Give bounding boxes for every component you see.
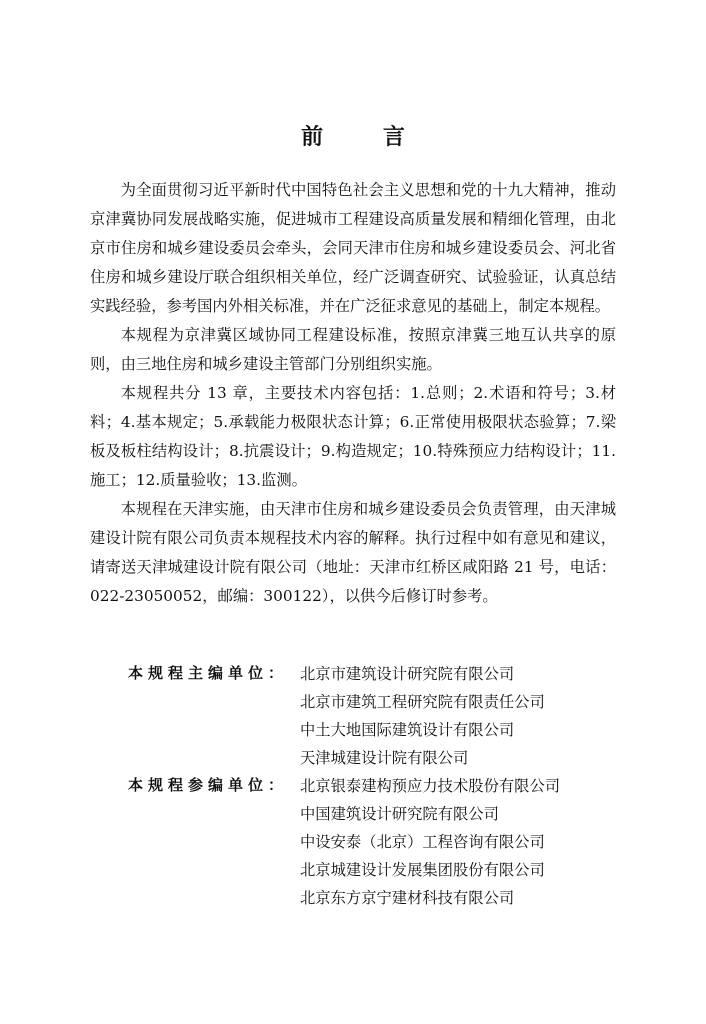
participating-unit-item: 北京城建设计发展集团股份有限公司 [300,861,545,879]
chief-unit-item: 北京市建筑设计研究院有限公司 [300,665,515,683]
chief-unit-item: 北京市建筑工程研究院有限责任公司 [300,693,545,711]
chief-unit-item: 中土大地国际建筑设计有限公司 [300,721,515,739]
page-title: 前 言 [301,125,431,150]
participating-units-label: 本规程参编单位： [128,776,289,794]
participating-unit-item: 中设安泰（北京）工程咨询有限公司 [300,833,545,851]
foreword-body [90,176,616,611]
participating-unit-item: 中国建筑设计研究院有限公司 [300,805,499,823]
paragraph-2: 本规程为京津冀区域协同工程建设标准，按照京津冀三地互认共享的原则，由三地住房和城乡建设主管部门分别组织实施。 [90,326,616,373]
paragraph-4: 本规程在天津实施，由天津市住房和城乡建设委员会负责管理，由天津城建设计院有限公司负责本规程技术内容的解释。执行过程中如有意见和建议，请寄送天津城建设计院有限公司（地址：天津市红桥区咸阳路 21 号，电话：022-23050052，邮编：300122），以供今后修订时参考。 [90,500,616,605]
chief-unit-item: 天津城建设计院有限公司 [300,749,469,767]
paragraph-3: 本规程共分 13 章，主要技术内容包括：1.总则；2.术语和符号；3.材料；4.基本规定；5.承载能力极限状态计算；6.正常使用极限状态验算；7.梁板及板柱结构设计；8.抗震设计；9.构造规定；10.特殊预应力结构设计；11.施工；12.质量验收；13.监测。 [90,384,616,489]
participating-unit-item: 北京东方京宁建材科技有限公司 [300,889,515,907]
participating-unit-item: 北京银泰建构预应力技术股份有限公司 [300,777,561,795]
chief-units-label: 本规程主编单位： [128,664,289,682]
paragraph-1: 为全面贯彻习近平新时代中国特色社会主义思想和党的十九大精神，推动京津冀协同发展战略实施，促进城市工程建设高质量发展和精细化管理，由北京市住房和城乡建设委员会牵头，会同天津市住房和城乡建设委员会、河北省住房和城乡建设厅联合组织相关单位，经广泛调查研究、试验验证，认真总结实践经验，参考国内外相关标准，并在广泛征求意见的基础上，制定本规程。 [90,181,616,315]
